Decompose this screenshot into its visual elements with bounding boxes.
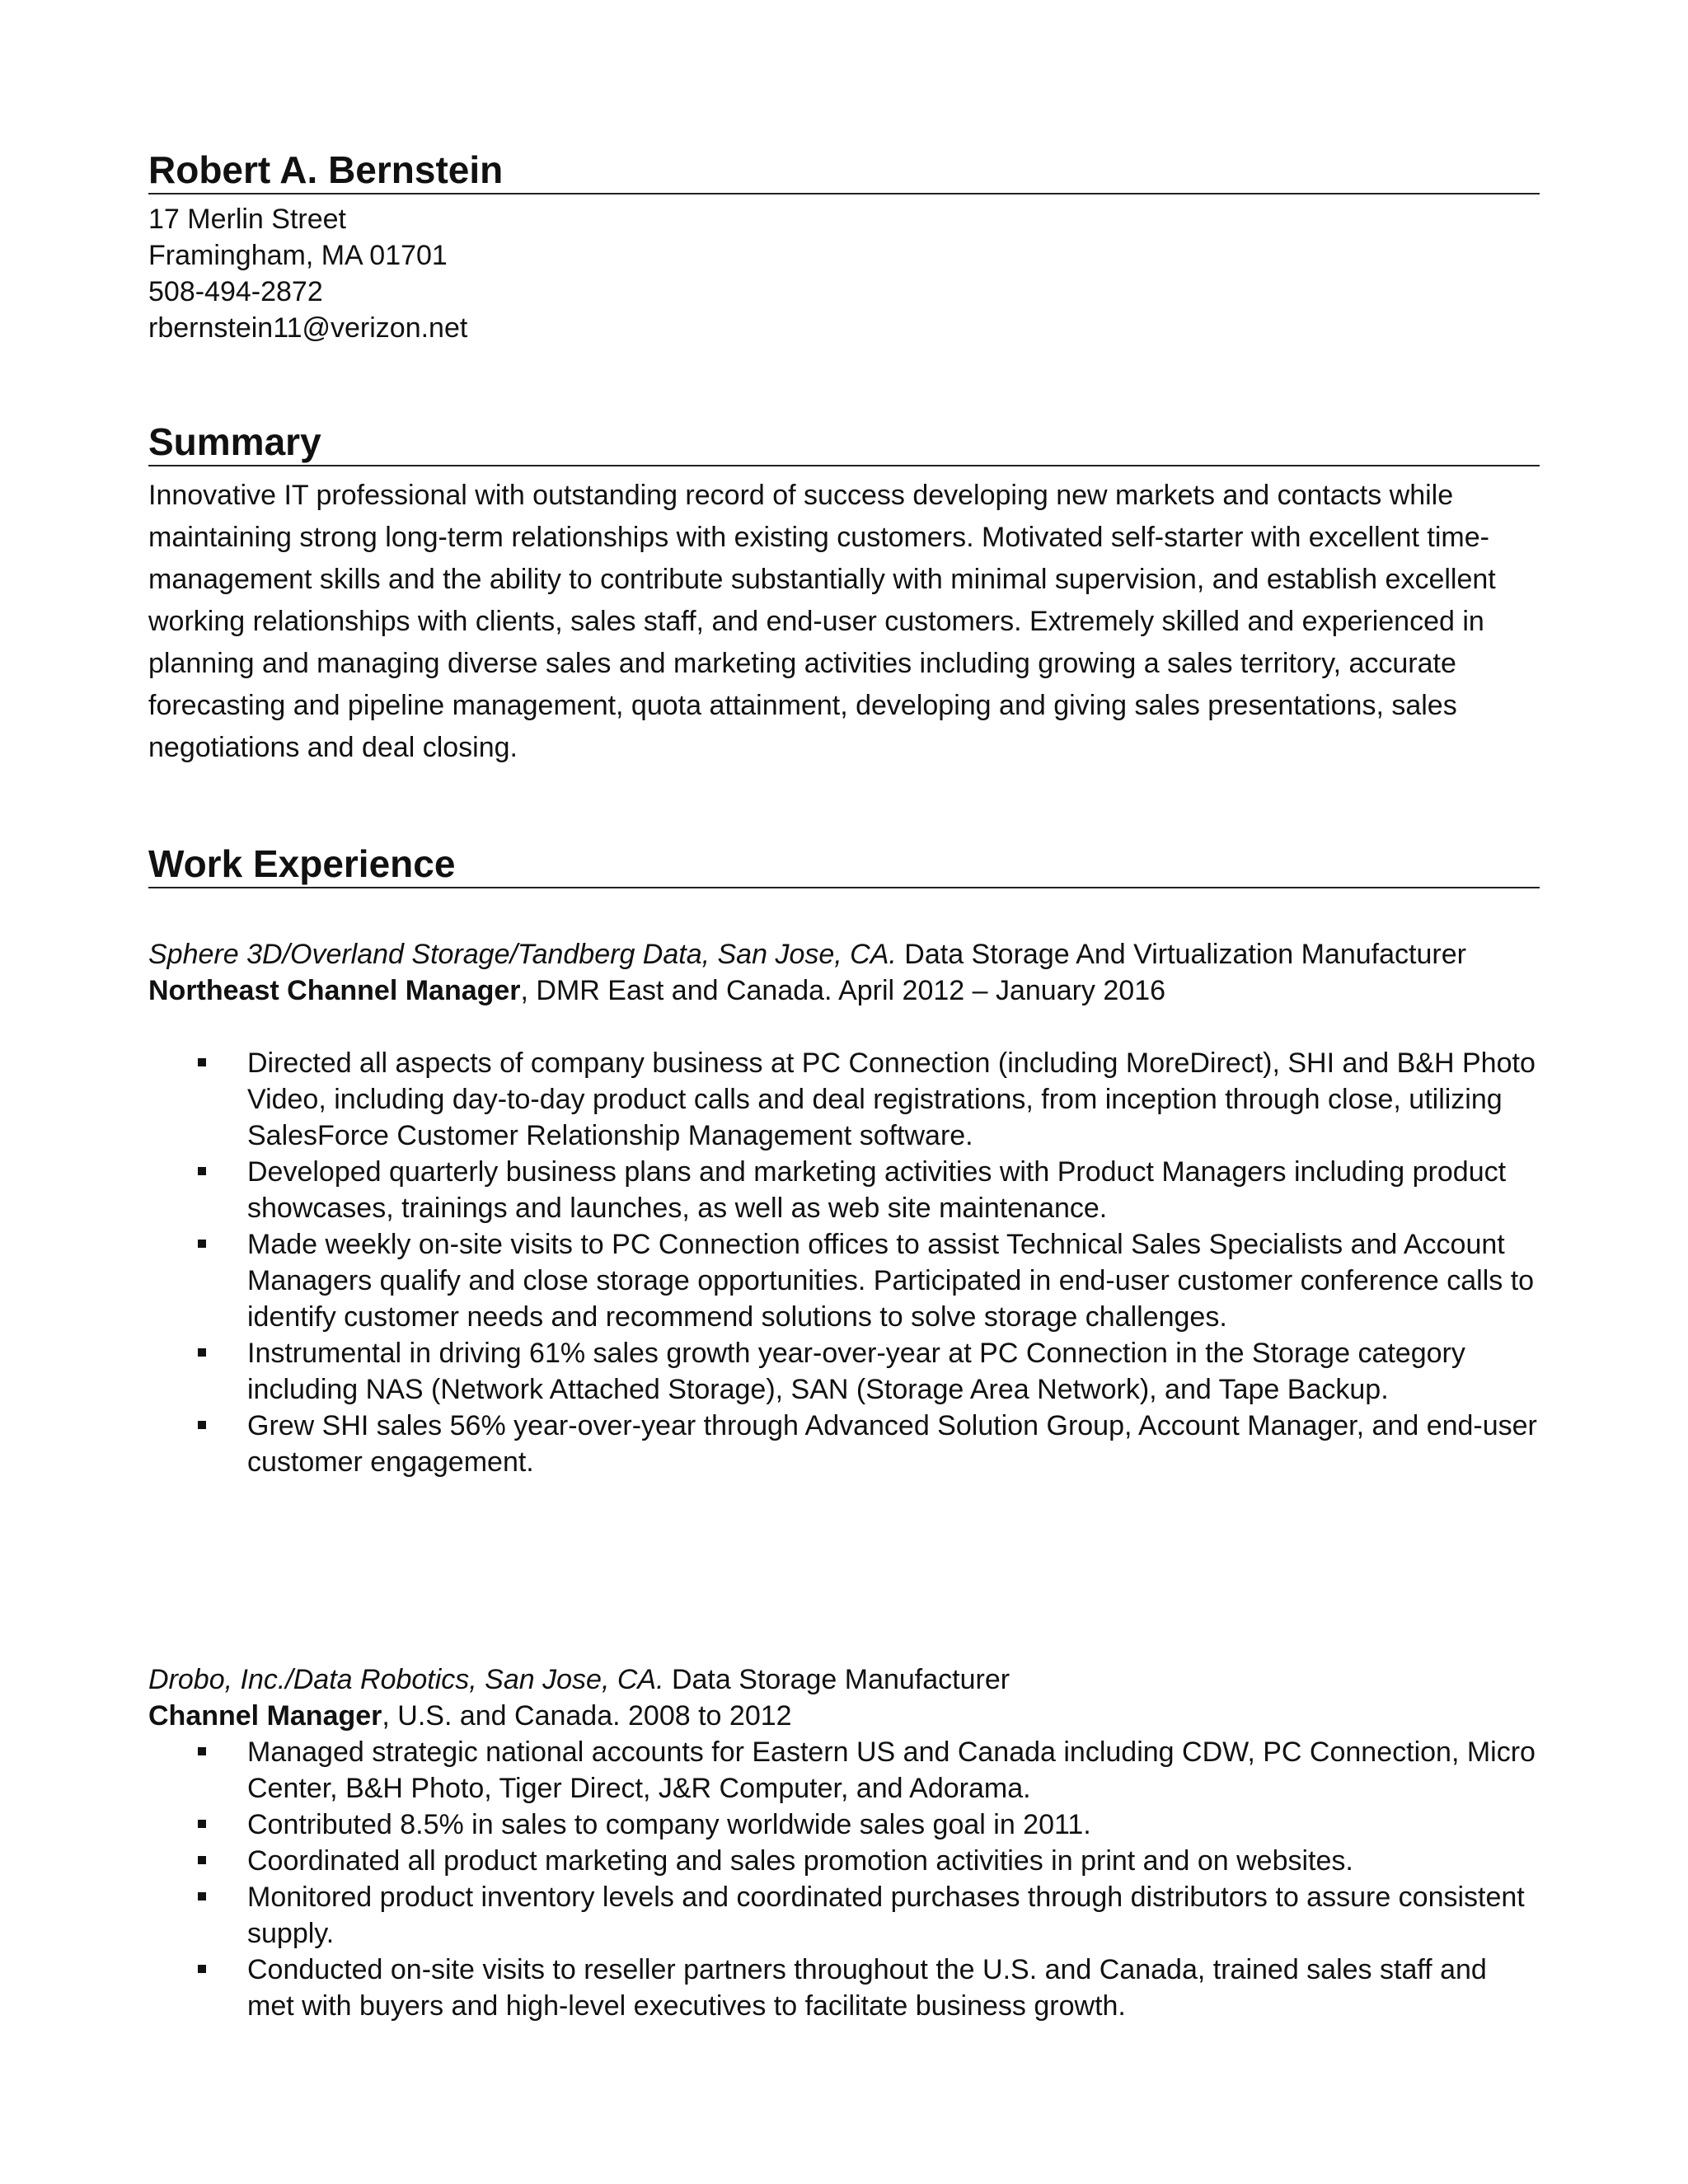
bullet-square-icon — [198, 1892, 206, 1900]
company-line — [148, 936, 1540, 972]
company-name: Sphere 3D/Overland Storage/Tandberg Data, San Jose, CA. — [148, 939, 897, 970]
work-experience-heading: Work Experience — [148, 842, 1540, 888]
bullet-item — [148, 1843, 1540, 1879]
bullet-text: Directed all aspects of company business at PC Connection (including MoreDirect), SHI and B&H Photo Video, including day-to-day product calls and deal registrations, from inception through close, utilizing SalesForce Customer Relationship Management software. — [247, 1047, 1536, 1151]
bullet-text: Conducted on-site visits to reseller partners throughout the U.S. and Canada, trained sales staff and met with buyers and high-level executives to facilitate business growth. — [247, 1954, 1487, 2022]
phone-number: 508-494-2872 — [148, 276, 323, 307]
company-description: Data Storage And Virtualization Manufacturer — [896, 939, 1466, 970]
email-address: rbernstein11@verizon.net — [148, 312, 468, 344]
bullet-item — [148, 1734, 1540, 1807]
company-name: Drobo, Inc./Data Robotics, San Jose, CA. — [148, 1664, 664, 1695]
bullet-square-icon — [198, 1058, 206, 1066]
bullet-text: Monitored product inventory levels and coordinated purchases through distributors to assure consistent supply. — [247, 1882, 1525, 1949]
bullet-text: Developed quarterly business plans and marketing activities with Product Managers including product showcases, trainings and launches, as well as web site maintenance. — [247, 1156, 1507, 1224]
bullet-square-icon — [198, 1965, 206, 1973]
bullet-text: Instrumental in driving 61% sales growth year-over-year at PC Connection in the Storage category including NAS (Network Attached Storage), SAN (Storage Area Network), and Tape Backup. — [247, 1338, 1465, 1405]
summary-heading: Summary — [148, 420, 1540, 466]
bullet-text: Coordinated all product marketing and sales promotion activities in print and on websites. — [247, 1845, 1353, 1877]
company-description: Data Storage Manufacturer — [663, 1664, 1010, 1695]
bullet-item — [148, 1952, 1540, 2024]
company-line — [148, 1661, 1540, 1698]
bullet-item — [148, 1335, 1540, 1408]
bullet-text: Made weekly on-site visits to PC Connection offices to assist Technical Sales Specialists and Account Managers qualify and close storage opportunities. Participated in end-user customer conference calls to identify customer needs and recommend solutions to solve storage challenges. — [247, 1229, 1535, 1333]
bullet-square-icon — [198, 1167, 206, 1175]
bullet-text: Contributed 8.5% in sales to company worldwide sales goal in 2011. — [247, 1809, 1091, 1840]
bullet-text: Managed strategic national accounts for Eastern US and Canada including CDW, PC Connection, Micro Center, B&H Photo, Tiger Direct, J&R Computer, and Adorama. — [247, 1736, 1536, 1804]
address-line-1: 17 Merlin Street — [148, 204, 346, 235]
contact-block — [148, 201, 467, 346]
role-title: Channel Manager — [148, 1700, 382, 1732]
bullet-text: Grew SHI sales 56% year-over-year through Advanced Solution Group, Account Manager, and end-user customer engagement. — [247, 1410, 1537, 1478]
job-bullets — [148, 1045, 1540, 1480]
bullet-item — [148, 1226, 1540, 1335]
bullet-square-icon — [198, 1240, 206, 1248]
bullet-item — [148, 1879, 1540, 1952]
bullet-item — [148, 1408, 1540, 1480]
job-entry-drobo — [148, 1661, 1540, 2024]
bullet-item — [148, 1154, 1540, 1226]
role-details: , U.S. and Canada. 2008 to 2012 — [382, 1700, 792, 1732]
bullet-square-icon — [198, 1421, 206, 1429]
address-line-2: Framingham, MA 01701 — [148, 240, 448, 271]
job-entry-sphere3d — [148, 936, 1540, 1480]
bullet-item — [148, 1045, 1540, 1154]
bullet-square-icon — [198, 1747, 206, 1755]
bullet-square-icon — [198, 1348, 206, 1357]
bullet-square-icon — [198, 1856, 206, 1864]
bullet-item — [148, 1807, 1540, 1843]
role-line — [148, 1698, 1540, 1734]
job-bullets — [148, 1734, 1540, 2024]
role-details: , DMR East and Canada. April 2012 – January 2016 — [520, 975, 1166, 1006]
role-title: Northeast Channel Manager — [148, 975, 521, 1006]
summary-text: Innovative IT professional with outstanding record of success developing new markets and contacts while maintaining strong long-term relationships with existing customers. Motivated self-starter with excellent time-management skills and the ability to contribute substantially with minimal supervision, and establish excellent working relationships with clients, sales staff, and end-user customers. Extremely skilled and experienced in planning and managing diverse sales and marketing activities including growing a sales territory, accurate forecasting and pipeline management, quota attainment, developing and giving sales presentations, sales negotiations and deal closing. — [148, 480, 1496, 763]
bullet-square-icon — [198, 1820, 206, 1828]
candidate-name: Robert A. Bernstein — [148, 148, 1540, 194]
role-line — [148, 972, 1540, 1009]
